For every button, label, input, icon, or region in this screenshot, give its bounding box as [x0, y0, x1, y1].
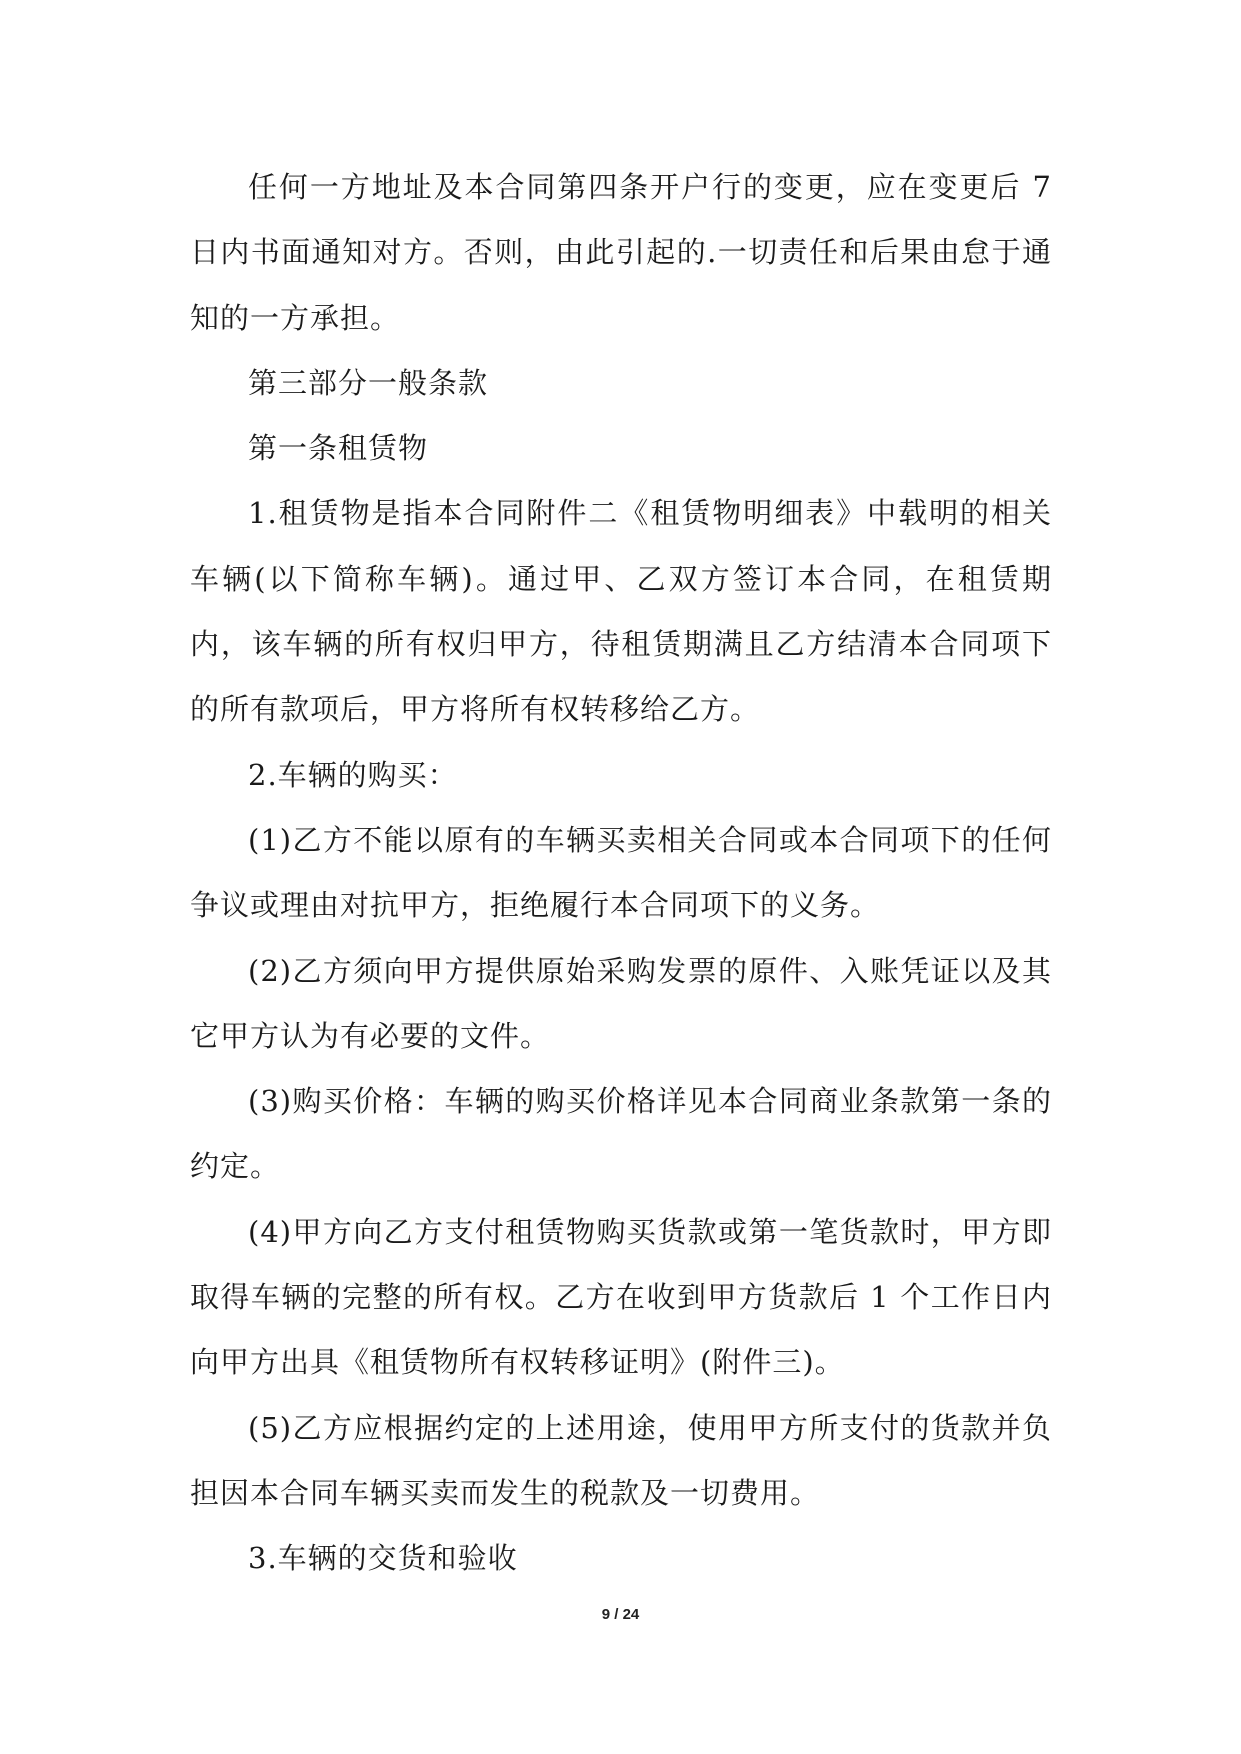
paragraph-clause-4: (4)甲方向乙方支付租赁物购买货款或第一笔货款时，甲方即取得车辆的完整的所有权。乙方在收到甲方货款后 1 个工作日内向甲方出具《租赁物所有权转移证明》(附件三)。	[190, 1214, 1052, 1380]
paragraph-clause-5: (5)乙方应根据约定的上述用途，使用甲方所支付的货款并负担因本合同车辆买卖而发生的税款及一切费用。	[190, 1410, 1052, 1510]
paragraph-leased-item: 1.租赁物是指本合同附件二《租赁物明细表》中载明的相关车辆(以下简称车辆)。通过甲、乙双方签订本合同，在租赁期内，该车辆的所有权归甲方，待租赁期满且乙方结清本合同项下的所有款项后，甲方将所有权转移给乙方。	[190, 496, 1052, 727]
paragraph-address-change: 任何一方地址及本合同第四条开户行的变更，应在变更后 7 日内书面通知对方。否则，由此引起的.一切责任和后果由怠于通知的一方承担。	[190, 170, 1052, 335]
page-number: 9 / 24	[601, 1606, 640, 1623]
heading-vehicle-purchase: 2.车辆的购买：	[248, 757, 458, 792]
paragraph-clause-1: (1)乙方不能以原有的车辆买卖相关合同或本合同项下的任何争议或理由对抗甲方，拒绝履行本合同项下的义务。	[190, 822, 1052, 923]
document-body	[190, 155, 1052, 1592]
heading-delivery-acceptance: 3.车辆的交货和验收	[248, 1541, 518, 1576]
paragraph-clause-2: (2)乙方须向甲方提供原始采购发票的原件、入账凭证以及其它甲方认为有必要的文件。	[190, 953, 1052, 1053]
paragraph-clause-3: (3)购买价格：车辆的购买价格详见本合同商业条款第一条的约定。	[190, 1084, 1052, 1184]
heading-article-one: 第一条租赁物	[248, 431, 429, 466]
heading-part-three: 第三部分一般条款	[248, 365, 489, 400]
